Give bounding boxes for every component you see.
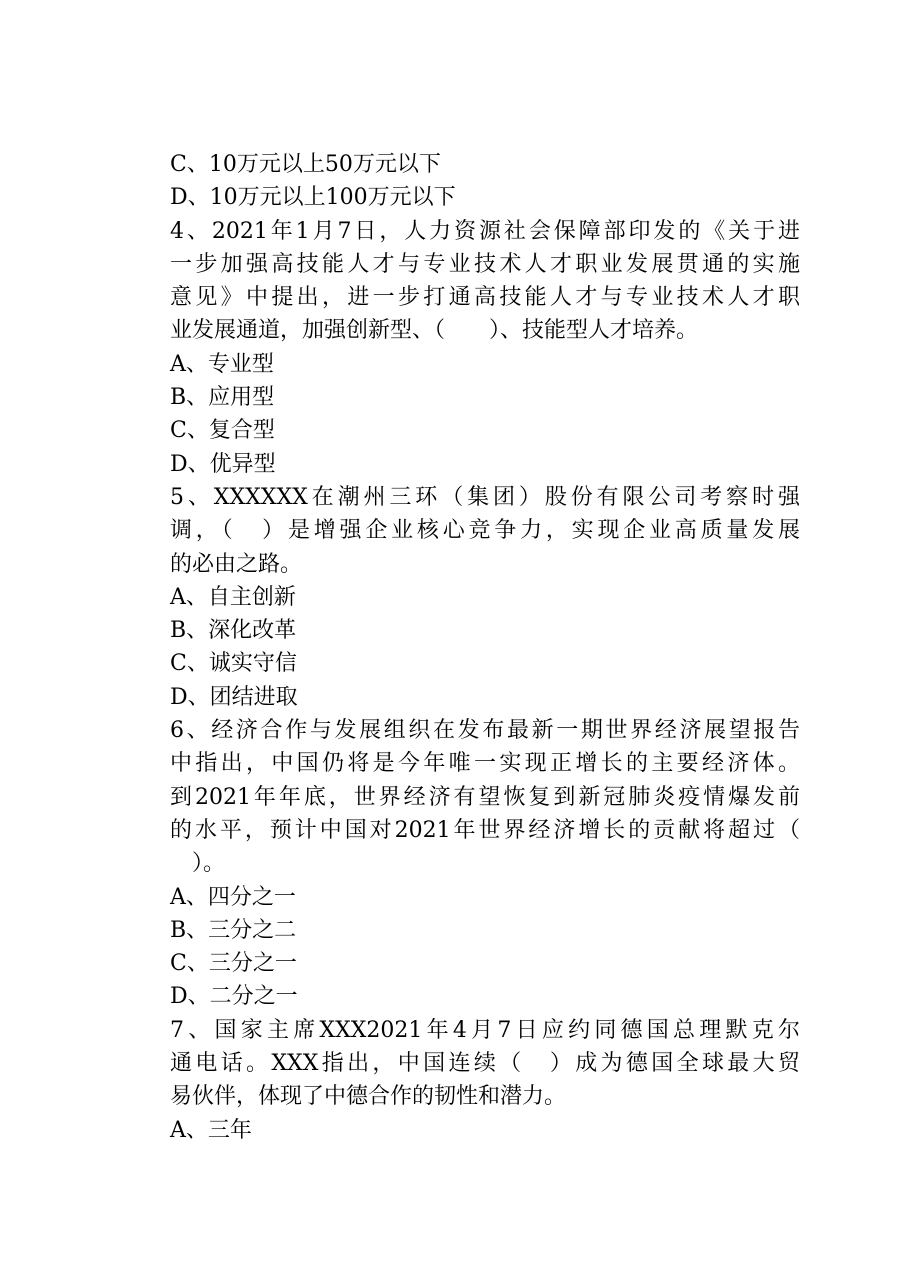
question-stem-line: 易伙伴，体现了中德合作的韧性和潜力。 — [170, 1084, 567, 1110]
question-stem-line: 一步加强高技能人才与专业技术人才职业发展贯通的实施 — [170, 251, 800, 277]
option-b: B、深化改革 — [170, 618, 297, 644]
question-4 — [170, 215, 800, 481]
question-5 — [170, 481, 800, 714]
option-a: A、三年 — [170, 1117, 252, 1143]
question-stem-line: 5、XXXXXX在潮州三环（集团）股份有限公司考察时强 — [170, 484, 800, 510]
option-d: D、优异型 — [170, 451, 276, 477]
option-c: C、三分之一 — [170, 951, 297, 977]
option-c: C、10万元以上50万元以下 — [170, 152, 441, 177]
option-d: D、二分之一 — [170, 984, 298, 1010]
question-7 — [170, 1014, 800, 1147]
option-c: C、诚实守信 — [170, 651, 297, 677]
document-body — [170, 148, 800, 1147]
question-stem-line: 中指出，中国仍将是今年唯一实现正增长的主要经济体。 — [170, 751, 800, 777]
option-a: A、专业型 — [170, 351, 274, 377]
question-stem-line: 通电话。XXX指出，中国连续（ ）成为德国全球最大贸 — [170, 1051, 800, 1077]
option-d: D、10万元以上100万元以下 — [170, 185, 456, 211]
question-stem-line: 6、经济合作与发展组织在发布最新一期世界经济展望报告 — [170, 718, 800, 744]
option-b: B、三分之二 — [170, 917, 297, 943]
option-b: B、应用型 — [170, 385, 275, 411]
question-stem-line: 业发展通道，加强创新型、（ ）、技能型人才培养。 — [170, 318, 699, 344]
option-d: D、团结进取 — [170, 684, 298, 710]
option-c: C、复合型 — [170, 418, 275, 444]
question-stem-line: 到2021年年底，世界经济有望恢复到新冠肺炎疫情爆发前 — [170, 784, 800, 810]
question-stem-line: 调，（ ）是增强企业核心竞争力，实现企业高质量发展 — [170, 518, 800, 544]
question-stem-line: 7、国家主席XXX2021年4月7日应约同德国总理默克尔 — [170, 1017, 800, 1043]
option-a: A、四分之一 — [170, 884, 296, 910]
question-stem-line: 意见》中提出，进一步打通高技能人才与专业技术人才职 — [170, 285, 800, 311]
question-6 — [170, 714, 800, 1014]
option-a: A、自主创新 — [170, 584, 296, 610]
question-stem-line: 的必由之路。 — [170, 551, 303, 577]
question-stem-line: 4、2021年1月7日，人力资源社会保障部印发的《关于进 — [170, 218, 800, 244]
question-stem-line: 的水平，预计中国对2021年世界经济增长的贡献将超过（ — [170, 817, 800, 843]
previous-question-options — [170, 148, 800, 215]
question-stem-line: ）。 — [170, 851, 226, 877]
